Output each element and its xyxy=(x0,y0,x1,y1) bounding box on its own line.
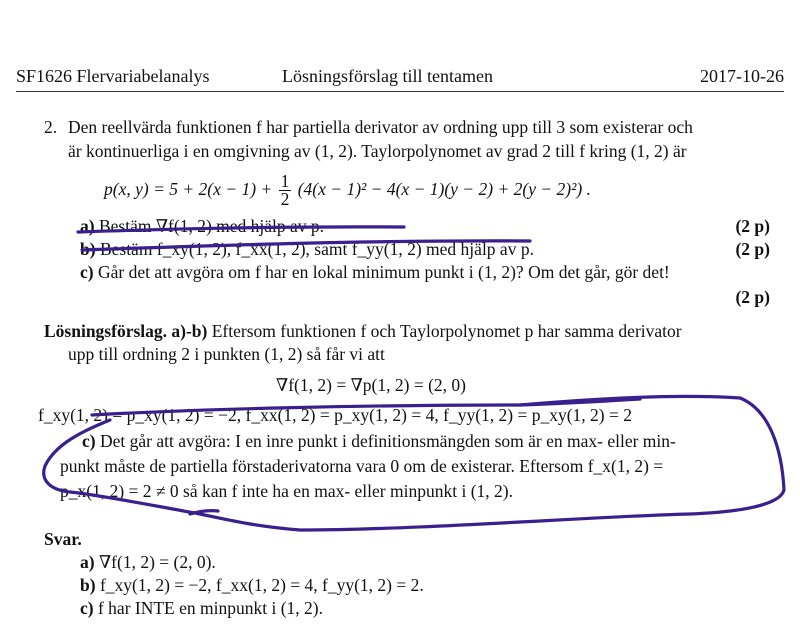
gradient-equation: ∇f(1, 2) = ∇p(1, 2) = (2, 0) xyxy=(276,375,466,395)
part-a-points: (2 p) xyxy=(735,216,770,236)
problem-intro-line2: är kontinuerliga i en omgivning av (1, 2). Taylorpolynomet av grad 2 till f kring (1, 2) är xyxy=(68,141,687,161)
answer-c: c) f har INTE en minpunkt i (1, 2). xyxy=(80,598,323,618)
taylor-formula xyxy=(104,172,591,208)
problem-number: 2. xyxy=(44,117,58,137)
header-rule xyxy=(16,91,784,92)
formula-fraction: $\frac{1}{2}$ xyxy=(280,171,290,210)
solution-ab-line1: Lösningsförslag. a)-b) Eftersom funktionen f och Taylorpolynomet p har samma derivator xyxy=(44,321,682,341)
course-name: SF1626 Flervariabelanalys xyxy=(16,66,210,86)
part-c: c) Går det att avgöra om f har en lokal minimum punkt i (1, 2)? Om det går, gör det! xyxy=(80,262,670,282)
answer-b: b) f_xy(1, 2) = −2, f_xx(1, 2) = 4, f_yy(1, 2) = 2. xyxy=(80,575,424,595)
solution-ab-line2: upp till ordning 2 i punkten (1, 2) så får vi att xyxy=(68,344,385,364)
part-c-points: (2 p) xyxy=(735,287,770,307)
formula-right: (4(x − 1)² − 4(x − 1)(y − 2) + 2(y − 2)²) . xyxy=(297,179,591,199)
solution-c-line2: punkt måste de partiella förstaderivatorna vara 0 om de existerar. Eftersom f_x(1, 2) = xyxy=(60,456,664,476)
pen-tail xyxy=(190,511,218,514)
solution-c-line3: p_x(1, 2) = 2 ≠ 0 så kan f inte ha en max- eller minpunkt i (1, 2). xyxy=(60,481,513,501)
document-date: 2017-10-26 xyxy=(700,66,784,86)
problem-intro-line1: Den reellvärda funktionen f har partiella derivator av ordning upp till 3 som existerar och xyxy=(68,117,693,137)
formula-left: p(x, y) = 5 + 2(x − 1) + xyxy=(104,179,273,199)
answer-heading: Svar. xyxy=(44,529,82,549)
answer-a: a) ∇f(1, 2) = (2, 0). xyxy=(80,552,216,572)
part-a: a) Bestäm ∇f(1, 2) med hjälp av p. xyxy=(80,216,325,236)
part-b-points: (2 p) xyxy=(735,239,770,259)
solution-c-line1: c) Det går att avgöra: I en inre punkt i definitionsmängden som är en max- eller min- xyxy=(82,431,676,451)
document-title: Lösningsförslag till tentamen xyxy=(282,66,493,86)
second-derivatives: f_xy(1, 2) = p_xy(1, 2) = −2, f_xx(1, 2) = p_xy(1, 2) = 4, f_yy(1, 2) = p_xy(1, 2) = 2 xyxy=(38,405,633,425)
part-b: b) Bestäm f_xy(1, 2), f_xx(1, 2), samt f_yy(1, 2) med hjälp av p. xyxy=(80,239,534,259)
